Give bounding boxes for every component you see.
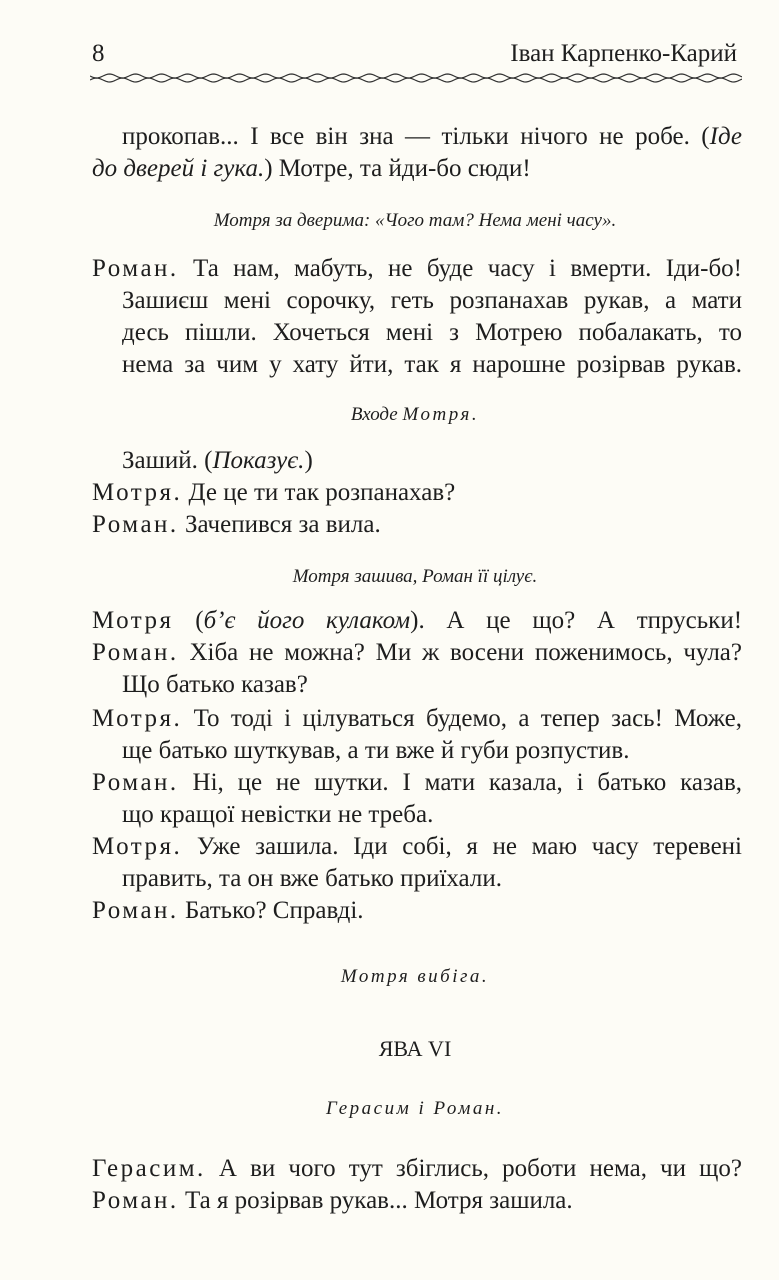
dialogue-line: Роман. Та нам, мабуть, не буде часу і вмерти. Іди-бо!	[92, 255, 742, 282]
dialogue-line: Мотря. То тоді і цілуваться будемо, а тепер зась! Може,	[92, 705, 742, 732]
stage-direction: Входе Мотря.	[350, 404, 480, 425]
dialogue-line: Роман. Батько? Справді.	[92, 897, 364, 924]
text-line: Зашиєш мені сорочку, геть розпанахав рукав, а мати	[122, 287, 742, 314]
dialogue-line: Роман. Хіба не можна? Ми ж восени поженимось, чула?	[92, 639, 742, 666]
text-line: Що батько казав?	[122, 671, 308, 698]
stage-direction: Герасим і Роман.	[325, 1098, 504, 1119]
text-line: ще батько шуткував, а ти вже й губи розпустив.	[122, 737, 630, 764]
dialogue-line: Мотря (б’є його кулаком). А це що? А тпруськи!	[92, 607, 743, 634]
text-line: Заший. (Показує.)	[122, 447, 313, 474]
stage-direction: Мотря зашива, Роман її цілує.	[292, 566, 538, 587]
text-line: до дверей і гука.) Мотре, та йди-бо сюди!	[92, 155, 531, 182]
wavy-rule	[90, 72, 742, 84]
dialogue-line: Мотря. Де це ти так розпанахав?	[92, 479, 456, 506]
page-number: 8	[92, 40, 105, 67]
text-line: нема за чим у хату йти, так я нарошне розірвав рукав.	[122, 351, 742, 378]
dialogue-line: Роман. Ні, це не шутки. І мати казала, і батько казав,	[92, 769, 742, 796]
stage-direction: Мотря за дверима: «Чого там? Нема мені часу».	[213, 210, 617, 231]
text-line: що кращої невістки не треба.	[122, 801, 434, 828]
running-header	[92, 40, 737, 74]
text-line: десь пішли. Хочеться мені з Мотрею побалакать, то	[122, 319, 742, 346]
text-line: править, та он вже батько приїхали.	[122, 865, 502, 892]
dialogue-line: Роман. Зачепився за вила.	[92, 511, 381, 538]
running-title: Іван Карпенко-Карий	[510, 40, 737, 67]
stage-direction: Мотря вибіга.	[340, 966, 490, 987]
dialogue-line: Герасим. А ви чого тут збіглись, роботи нема, чи що?	[92, 1155, 742, 1182]
dialogue-line: Мотря. Уже зашила. Іди собі, я не маю часу теревені	[92, 833, 742, 860]
dialogue-line: Роман. Та я розірвав рукав... Мотря зашила.	[92, 1187, 573, 1214]
text-line: прокопав... І все він зна — тільки нічого не робе. (Іде	[122, 123, 742, 150]
scene-heading: ЯВА VI	[378, 1036, 452, 1061]
